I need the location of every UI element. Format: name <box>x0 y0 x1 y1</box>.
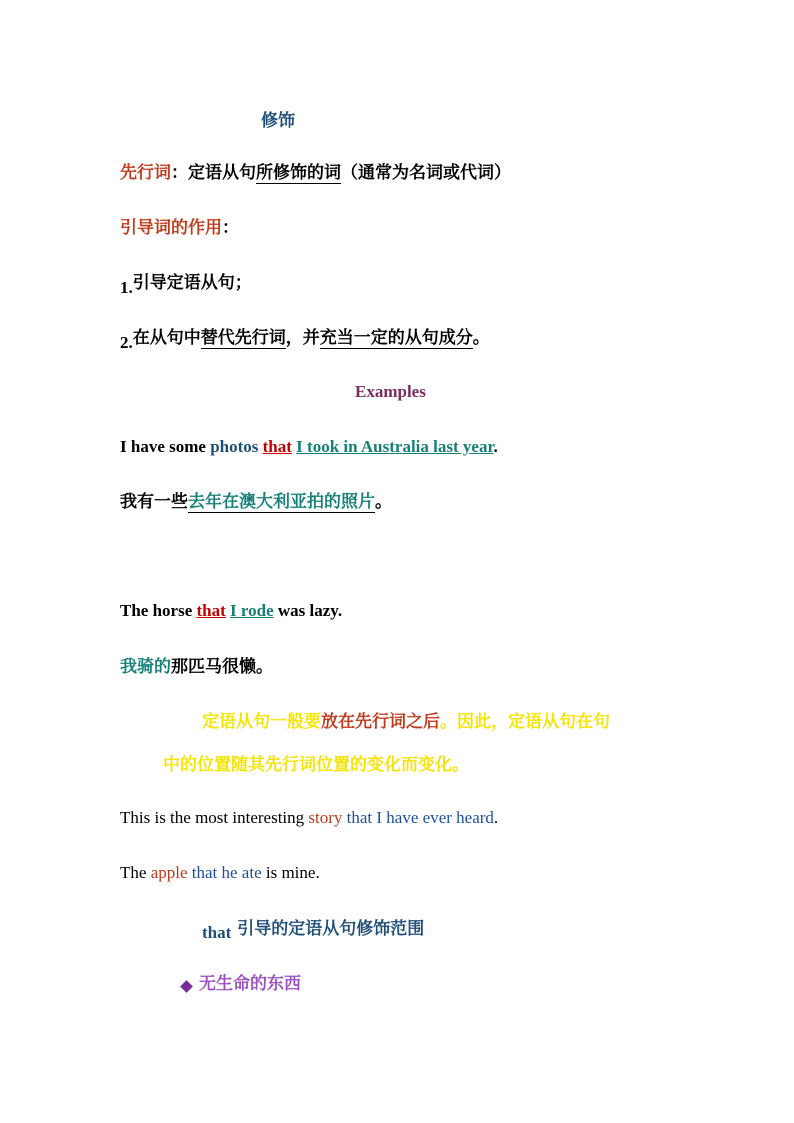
scope-text: 引导的定语从句修饰范围 <box>237 919 425 939</box>
antecedent-word: apple <box>150 863 188 882</box>
relative-pronoun: that <box>196 601 226 620</box>
colon: ： <box>222 218 239 238</box>
note-line-2: 中的位置随其先行词位置的变化而变化。 <box>163 755 469 775</box>
item-number: 2. <box>120 333 133 352</box>
cn-start: 我有一些 <box>120 492 188 512</box>
relative-clause: I rode <box>230 601 274 620</box>
sentence-start: The <box>120 863 151 882</box>
note-c: 。因此，定语从句在句 <box>440 712 610 732</box>
bullet-item <box>182 969 301 994</box>
relative-word-heading <box>120 213 239 238</box>
sentence-start: This is the most interesting <box>120 808 309 827</box>
antecedent-definition <box>120 158 511 184</box>
example-2-english <box>120 601 342 621</box>
diamond-icon <box>180 980 193 993</box>
relative-clause: that he ate <box>187 863 262 882</box>
examples-title: Examples <box>355 382 426 401</box>
example-3 <box>120 808 498 828</box>
answer-blank-2: 充当一定的从句成分 <box>320 323 473 349</box>
relative-clause: I took in Australia last year <box>296 437 494 456</box>
colon: ： <box>171 163 188 183</box>
example-1-chinese <box>120 487 392 513</box>
sentence-end: . <box>493 808 499 827</box>
definition-part-b: （通常为名词或代词） <box>341 163 511 183</box>
note-a: 定语从句一般要 <box>202 712 321 732</box>
that-scope-heading <box>202 914 425 942</box>
that-word: that <box>202 923 232 942</box>
item-text: 引导定语从句； <box>132 273 252 293</box>
note-line-1 <box>202 707 610 732</box>
sentence-end: is mine. <box>261 863 320 882</box>
sentence-end: was lazy. <box>273 601 343 620</box>
sentence-start: I have some <box>120 437 211 456</box>
cn-end: 。 <box>375 492 392 512</box>
cn-clause: 我骑的 <box>120 657 171 677</box>
note-highlight: 放在先行词之后 <box>321 712 440 732</box>
cn-rest: 那匹马很懒。 <box>171 657 273 677</box>
item-number: 1. <box>120 278 133 297</box>
item-text-b: ，并 <box>285 328 320 348</box>
item-text-a: 在从句中 <box>132 328 201 348</box>
bullet-text: 无生命的东西 <box>199 974 301 994</box>
antecedent-word: story <box>308 808 343 827</box>
definition-part-a: 定语从句 <box>188 163 256 183</box>
sentence-end: . <box>493 437 498 456</box>
definition-blank: 所修饰的词 <box>256 158 341 184</box>
antecedent-term: 先行词 <box>120 163 171 183</box>
function-item-2 <box>120 323 490 352</box>
function-item-1 <box>120 268 252 297</box>
sentence-start: The horse <box>120 601 197 620</box>
item-end: 。 <box>472 328 490 348</box>
heading-text: 引导词的作用 <box>120 218 222 238</box>
example-1-english <box>120 437 498 457</box>
example-4 <box>120 863 320 883</box>
example-2-chinese <box>120 652 273 677</box>
top-label: 修饰 <box>261 111 295 131</box>
antecedent-word: photos <box>210 437 259 456</box>
answer-blank-1: 替代先行词 <box>201 323 286 349</box>
relative-clause: that I have ever heard <box>342 808 494 827</box>
cn-blank: 去年在澳大利亚拍的照片 <box>188 487 375 513</box>
relative-pronoun: that <box>262 437 292 456</box>
